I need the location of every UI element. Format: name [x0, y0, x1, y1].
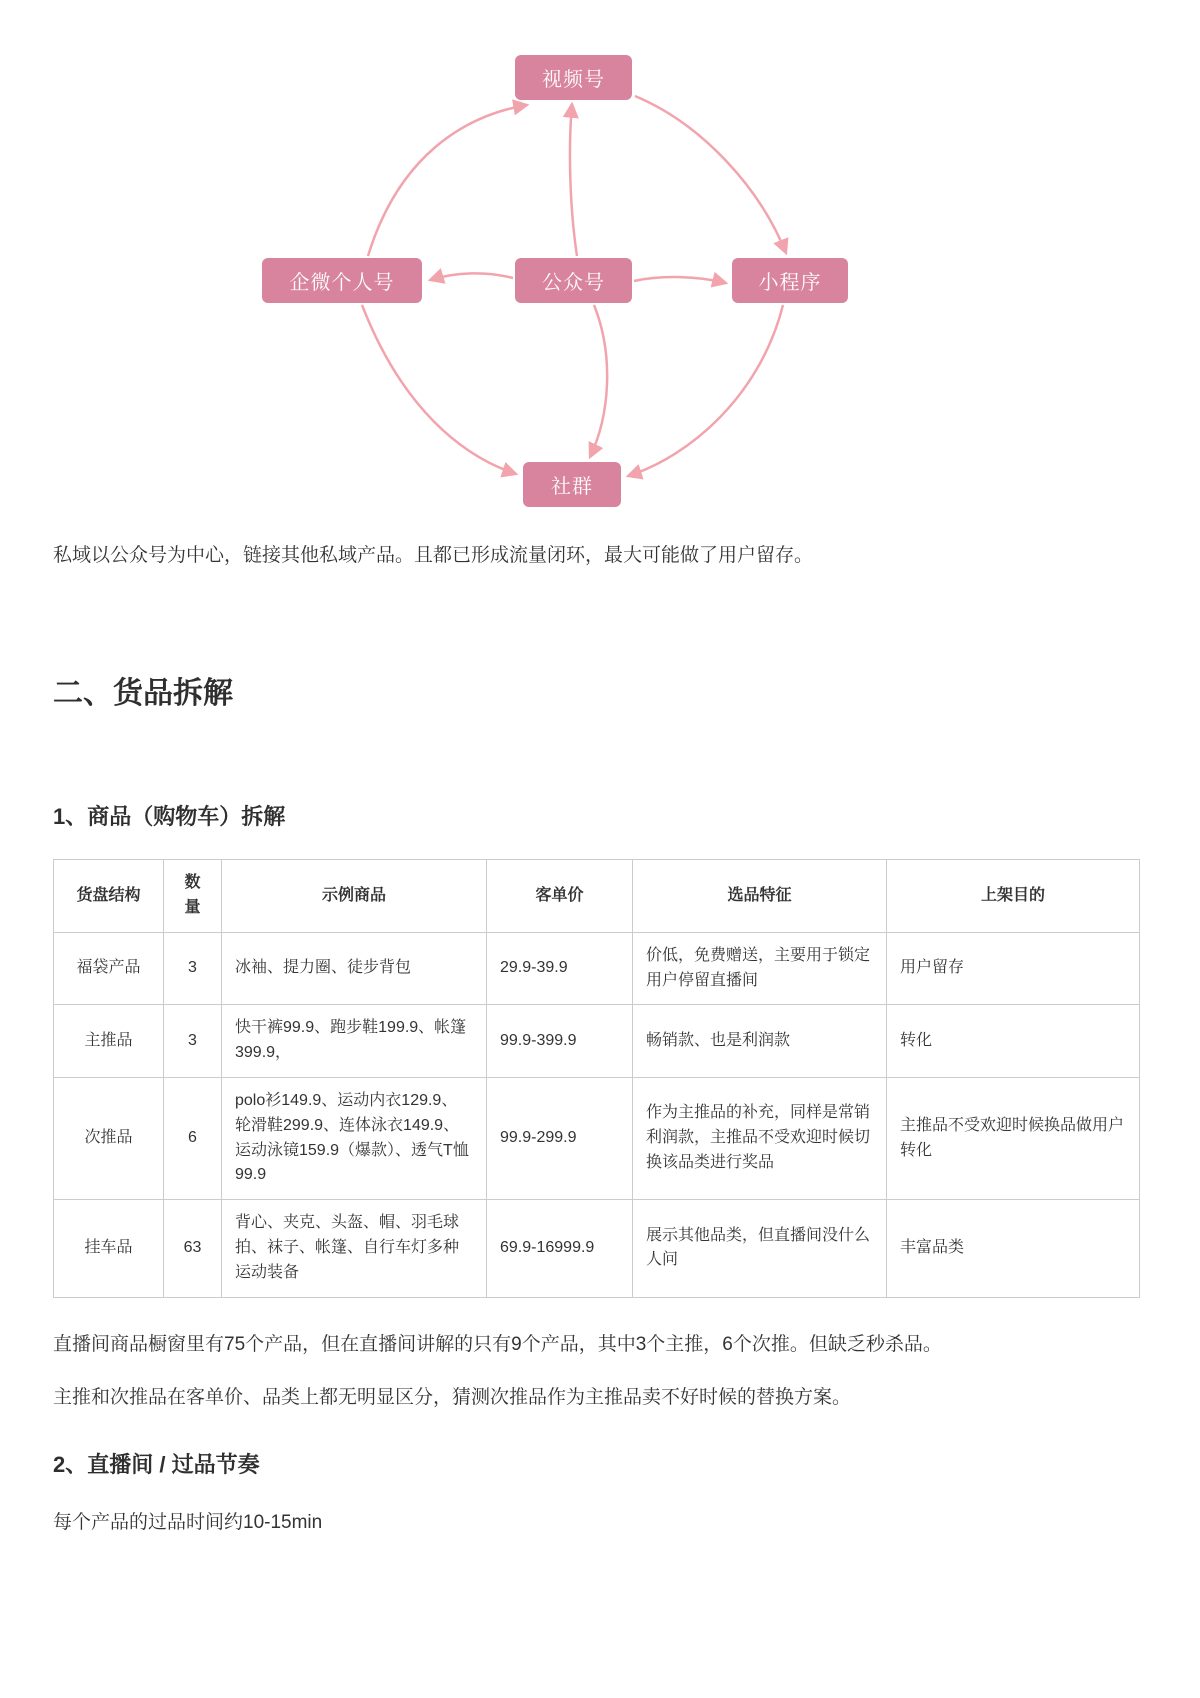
cell-purpose: 用户留存 [887, 932, 1140, 1005]
cell-quantity: 3 [164, 1005, 222, 1078]
node-official-account: 公众号 [515, 258, 632, 303]
table-header-row [54, 860, 1140, 933]
cell-purpose: 丰富品类 [887, 1200, 1140, 1297]
section-title: 二、货品拆解 [53, 677, 233, 711]
cell-structure: 挂车品 [54, 1200, 164, 1297]
subsection-2-title: 2、直播间 / 过品节奏 [53, 1452, 260, 1478]
diagram-caption: 私域以公众号为中心，链接其他私域产品。且都已形成流量闭环，最大可能做了用户留存。 [53, 545, 814, 566]
cell-quantity: 3 [164, 932, 222, 1005]
arrow-official-to-community [590, 305, 607, 457]
node-community: 社群 [523, 462, 621, 507]
arrow-official-to-video [570, 104, 577, 256]
arrow-qiwei-to-video [368, 105, 527, 256]
arrow-miniprogram-to-community [628, 305, 783, 476]
analysis-paragraph-2: 主推和次推品在客单价、品类上都无明显区分，猜测次推品作为主推品卖不好时候的替换方案。 [53, 1386, 852, 1408]
col-header-examples: 示例商品 [222, 860, 487, 933]
col-header-purpose: 上架目的 [887, 860, 1140, 933]
node-video-account: 视频号 [515, 55, 632, 100]
cell-price: 99.9-299.9 [487, 1078, 633, 1200]
cell-features: 展示其他品类，但直播间没什么人问 [633, 1200, 887, 1297]
cell-examples: 快干裤99.9、跑步鞋199.9、帐篷399.9， [222, 1005, 487, 1078]
product-table [53, 859, 1140, 1297]
col-header-features: 选品特征 [633, 860, 887, 933]
cell-price: 69.9-16999.9 [487, 1200, 633, 1297]
node-mini-program: 小程序 [732, 258, 848, 303]
table-row [54, 932, 1140, 1005]
cell-quantity: 6 [164, 1078, 222, 1200]
cell-quantity: 63 [164, 1200, 222, 1297]
cell-structure: 福袋产品 [54, 932, 164, 1005]
table-row [54, 1005, 1140, 1078]
col-header-structure: 货盘结构 [54, 860, 164, 933]
analysis-paragraph-1: 直播间商品橱窗里有75个产品，但在直播间讲解的只有9个产品，其中3个主推，6个次推。但缺乏秒杀品。 [53, 1333, 942, 1355]
table-row [54, 1200, 1140, 1297]
node-wecom-personal-account: 企微个人号 [262, 258, 422, 303]
subsection-1-title: 1、商品（购物车）拆解 [53, 804, 286, 830]
col-header-price: 客单价 [487, 860, 633, 933]
cell-purpose: 转化 [887, 1005, 1140, 1078]
arrow-official-to-qiwei [430, 273, 513, 280]
private-domain-flow-diagram [0, 0, 1200, 530]
cell-price: 29.9-39.9 [487, 932, 633, 1005]
cell-examples: 背心、夹克、头盔、帽、羽毛球拍、袜子、帐篷、自行车灯多种运动装备 [222, 1200, 487, 1297]
arrow-official-to-miniprogram [634, 277, 726, 283]
cell-features: 作为主推品的补充，同样是常销利润款，主推品不受欢迎时候切换该品类进行奖品 [633, 1078, 887, 1200]
cell-price: 99.9-399.9 [487, 1005, 633, 1078]
arrow-video-to-miniprogram [635, 96, 786, 253]
cell-structure: 主推品 [54, 1005, 164, 1078]
pacing-text: 每个产品的过品时间约10-15min [53, 1512, 323, 1534]
table-row [54, 1078, 1140, 1200]
cell-features: 畅销款、也是利润款 [633, 1005, 887, 1078]
cell-examples: 冰袖、提力圈、徒步背包 [222, 932, 487, 1005]
cell-examples: polo衫149.9、运动内衣129.9、轮滑鞋299.9、连体泳衣149.9、运动泳镜159.9（爆款）、透气T恤99.9 [222, 1078, 487, 1200]
cell-structure: 次推品 [54, 1078, 164, 1200]
cell-features: 价低，免费赠送，主要用于锁定用户停留直播间 [633, 932, 887, 1005]
col-header-quantity: 数量 [164, 860, 222, 933]
cell-purpose: 主推品不受欢迎时候换品做用户转化 [887, 1078, 1140, 1200]
arrow-qiwei-to-community [362, 305, 516, 474]
